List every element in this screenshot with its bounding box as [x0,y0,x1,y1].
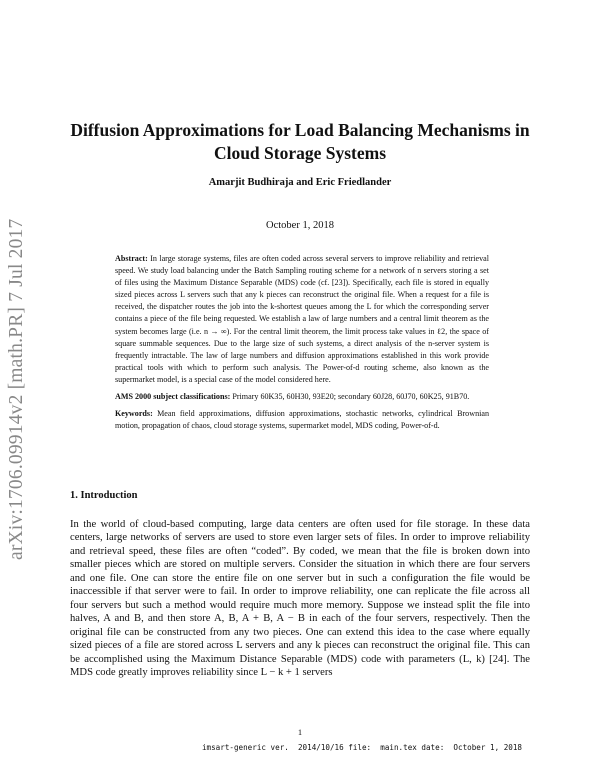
keywords-label: Keywords: [115,409,153,419]
template-footer: imsart-generic ver. 2014/10/16 file: main.tex date: October 1, 2018 [201,743,522,752]
ams-text: Primary 60K35, 60H30, 93E20; secondary 60J28, 60J70, 60K25, 91B70. [232,392,470,402]
abstract-label: Abstract: [115,254,148,263]
abstract-text: In large storage systems, files are often coded across several servers to improve reliability and retrieval speed. We study load balancing under the Batch Sampling routing scheme for a network of n servers storing a set of files using the Maximum Distance Separable (MDS) code (cf. [23]). Specifically, each file is stored in equally sized pieces across L servers such that any k pieces can reconstruct the original file. When a request for a file is received, the dispatcher routes the job into the k-shortest queues among the L for which the corresponding server contains a piece of the file being requested. We establish a law of large numbers and a central limit theorem as the system becomes large (i.e. n → ∞). For the central limit theorem, the limit process take values in ℓ2, the space of square summable sequences. Due to the large size of such systems, a direct analysis of the n-server system is frequently intractable. The law of large numbers and diffusion approximations established in this work provide practical tools with which to perform such analysis. The Power-of-d routing scheme, also known as the supermarket model, is a special case of the model considered here. [115,254,489,384]
arxiv-identifier-stamp: arXiv:1706.09914v2 [math.PR] 7 Jul 2017 [6,218,27,560]
section-heading-introduction: 1. Introduction [70,490,138,501]
keywords-text: Mean field approximations, diffusion approximations, stochastic networks, cylindrical Brownian motion, propagation of chaos, cloud storage systems, supermarket model, MDS coding, Power-of-d. [115,409,490,431]
introduction-paragraph: In the world of cloud-based computing, large data centers are often used for file storage. In these data centers, large networks of servers are used to store even larger sets of files. In order to improve reliability and retrieval speed, these files are often “coded”. By coded, we mean that the file is broken down into smaller pieces which are stored on multiple servers. Consider the situation in which there are four servers and one file. One can store the entire file on one server but in such a configuration the file would be inaccessible if that server were to fail. In order to improve reliability, one can replicate the file across all four servers but such a method would require much more memory. Suppose we instead split the file into halves, A and B, and then store A, B, A + B, A − B in each of the four servers, respectively. Then the original file can be constructed from any two pieces. One can extend this idea to the case where equally sized pieces of a file are stored across L servers and any k pieces can reconstruct the original file. This can be accomplished using the Maximum Distance Separable (MDS) code with parameters (L, k) [24]. The MDS code greatly improves reliability since L − k + 1 servers [70,519,530,678]
paper-title: Diffusion Approximations for Load Balancing Mechanisms in Cloud Storage Systems [70,120,530,163]
ams-classifications [115,391,489,403]
keywords [115,408,489,432]
abstract [115,253,489,386]
page-number: 1 [297,727,303,737]
paper-date: October 1, 2018 [266,220,334,231]
paper-authors: Amarjit Budhiraja and Eric Friedlander [208,177,392,188]
front-matter [115,253,489,437]
ams-label: AMS 2000 subject classifications: [115,392,231,402]
